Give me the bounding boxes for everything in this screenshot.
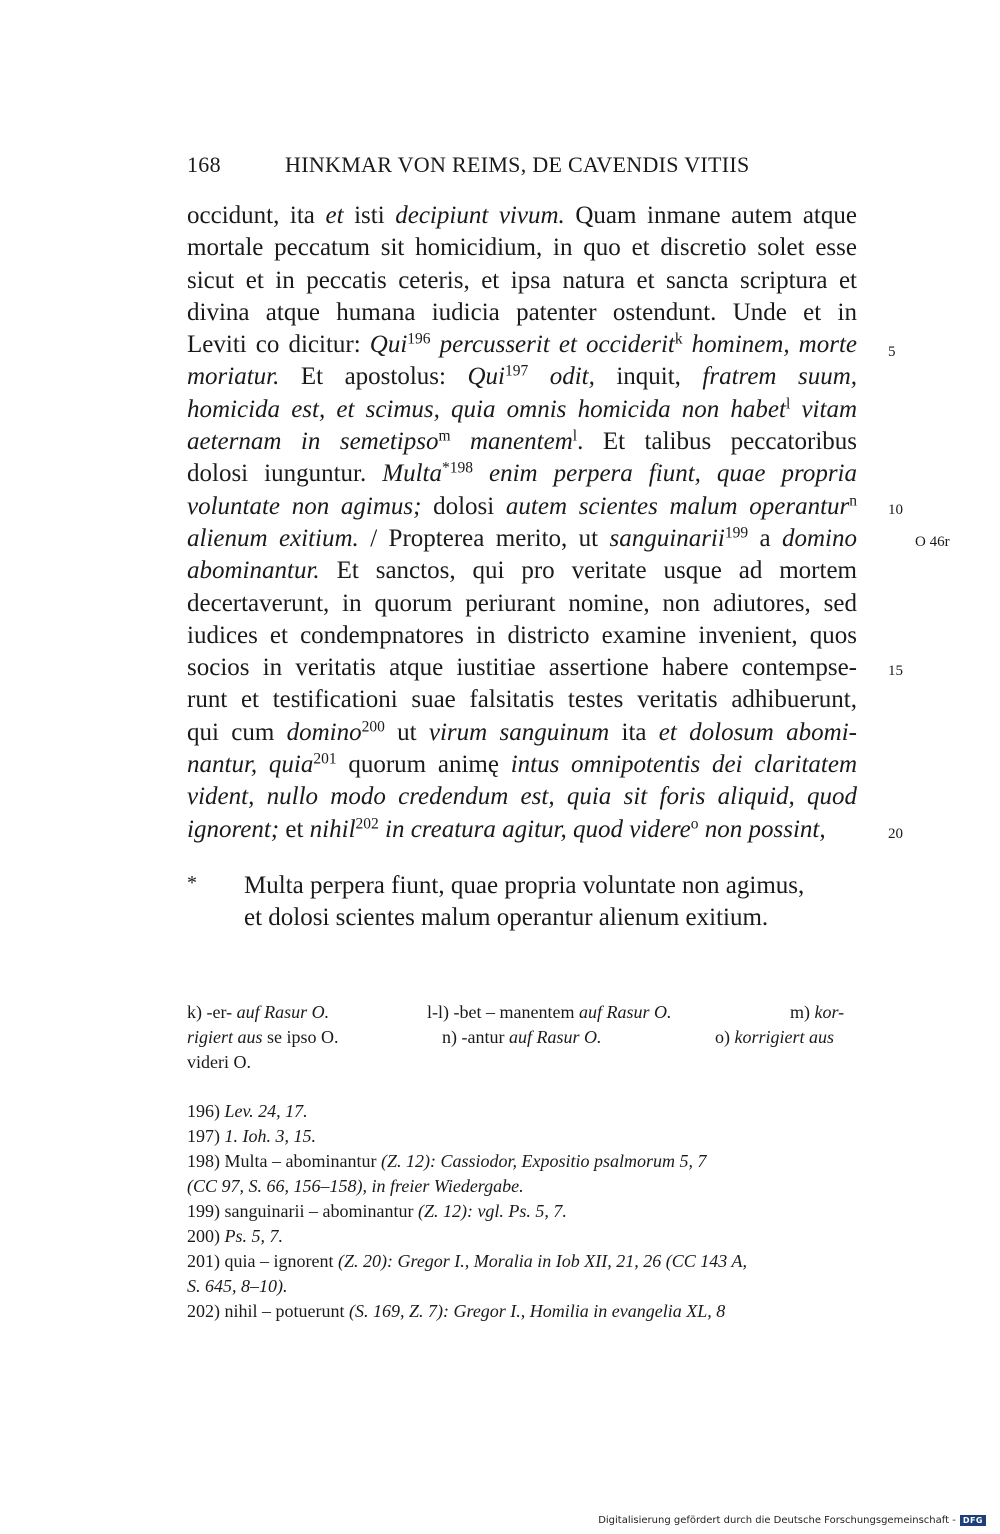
text-line: occidunt, ita et isti decipiunt vivum. Quam inmane autem atque [187,202,857,229]
note-line: et dolosi scientes malum operantur alienum exitium. [244,904,769,931]
text-line: divina atque humana iudicia patenter ostendunt. Unde et in [187,298,857,326]
marginal-note [187,870,862,934]
footnote-line: 200) Ps. 5, 7. [187,1226,283,1246]
critical-apparatus [187,1000,857,1075]
apparatus-entry-m: m) kor- [790,1002,845,1022]
text-line: decertaverunt, in quorum periurant nomine, non adiutores, sed [187,589,857,617]
apparatus-entry-l: l-l) -bet – manentem auf Rasur O. [427,1002,672,1022]
credit-text: Digitalisierung gefördert durch die Deutsche Forschungsgemeinschaft - [598,1515,956,1526]
text-line: Leviti co dicitur: Qui$^{196}$ percusserit et occiderit$^k$ hominem, morte [187,330,857,359]
text-line: dolosi iunguntur. Multa$^{*198}$ enim perpera fiunt, quae propria [187,459,858,488]
line-number-20: 20 [888,826,903,842]
apparatus-entry-o: o) korrigiert aus [715,1027,835,1047]
main-text [187,200,857,846]
text-line: abominantur. Et sanctos, qui pro veritate usque ad mortem [187,557,857,585]
note-line: Multa perpera fiunt, quae propria voluntate non agimus, [244,872,805,899]
footnote-line: 198) Multa – abominantur (Z. 12): Cassiodor, Expositio psalmorum 5, 7 [187,1151,707,1171]
apparatus-entry-o-cont: videri O. [187,1052,251,1072]
text-line: iudices et condempnatores in districto examine invenient, quos [187,621,857,649]
note-marker: * [187,872,197,894]
page-number: 168 [187,152,221,177]
text-line: aeternam in semetipso$^m$ manentem$^l$. Et talibus peccatoribus [187,427,858,456]
line-number-10: 10 [888,502,903,518]
digitization-credit [598,1515,986,1526]
dfg-logo: DFG [960,1515,986,1526]
footnote-line: 196) Lev. 24, 17. [187,1101,308,1121]
footnote-line: 202) nihil – potuerunt (S. 169, Z. 7): Gregor I., Homilia in evangelia XL, 8 [187,1301,726,1321]
footnote-line: (CC 97, S. 66, 156–158), in freier Wiedergabe. [187,1176,524,1196]
text-line: socios in veritatis atque iustitiae assertione habere contempse- [187,654,857,682]
folio-mark: O 46r [915,534,950,550]
apparatus-entry-k: k) -er- auf Rasur O. [187,1002,330,1022]
line-number-15: 15 [888,663,903,679]
footnote-line: 199) sanguinarii – abominantur (Z. 12): vgl. Ps. 5, 7. [187,1201,567,1221]
text-line: qui cum domino$^{200}$ ut virum sanguinum ita et dolosum abomi- [187,718,857,746]
text-line: mortale peccatum sit homicidium, in quo et discretio solet esse [187,234,857,262]
text-line: sicut et in peccatis ceteris, et ipsa natura et sancta scriptura et [187,266,857,294]
footnote-line: S. 645, 8–10). [187,1276,288,1296]
line-number-5: 5 [888,344,896,360]
text-line: homicida est, et scimus, quia omnis homicida non habet$^l$ vitam [187,395,858,423]
apparatus-entry-n: n) -antur auf Rasur O. [442,1027,602,1047]
apparatus-entry-m-cont: rigiert aus se ipso O. [187,1027,339,1047]
text-line: moriatur. Et apostolus: Qui$^{197}$ odit, inquit, fratrem suum, [187,362,857,391]
footnotes [187,1099,857,1324]
running-header [187,152,867,178]
text-line: runt et testificationi suae falsitatis testes veritatis adhibuerunt, [187,686,857,714]
text-line: voluntate non agimus; dolosi autem scientes malum operantur$^n$ [187,492,857,520]
text-line: alienum exitium. / Propterea merito, ut sanguinarii$^{199}$ a domino [187,524,857,552]
footnote-line: 201) quia – ignorent (Z. 20): Gregor I., Moralia in Iob XII, 21, 26 (CC 143 A, [187,1251,747,1271]
text-line: nantur, quia$^{201}$ quorum animę intus omnipotentis dei claritatem [187,750,857,779]
text-line: vident, nullo modo credendum est, quia sit foris aliquid, quod [187,783,857,811]
text-line: ignorent; et nihil$^{202}$ in creatura agitur, quod videre$^o$ non possint, [187,815,826,843]
running-title: HINKMAR VON REIMS, DE CAVENDIS VITIIS [285,152,750,177]
footnote-line: 197) 1. Ioh. 3, 15. [187,1126,316,1146]
